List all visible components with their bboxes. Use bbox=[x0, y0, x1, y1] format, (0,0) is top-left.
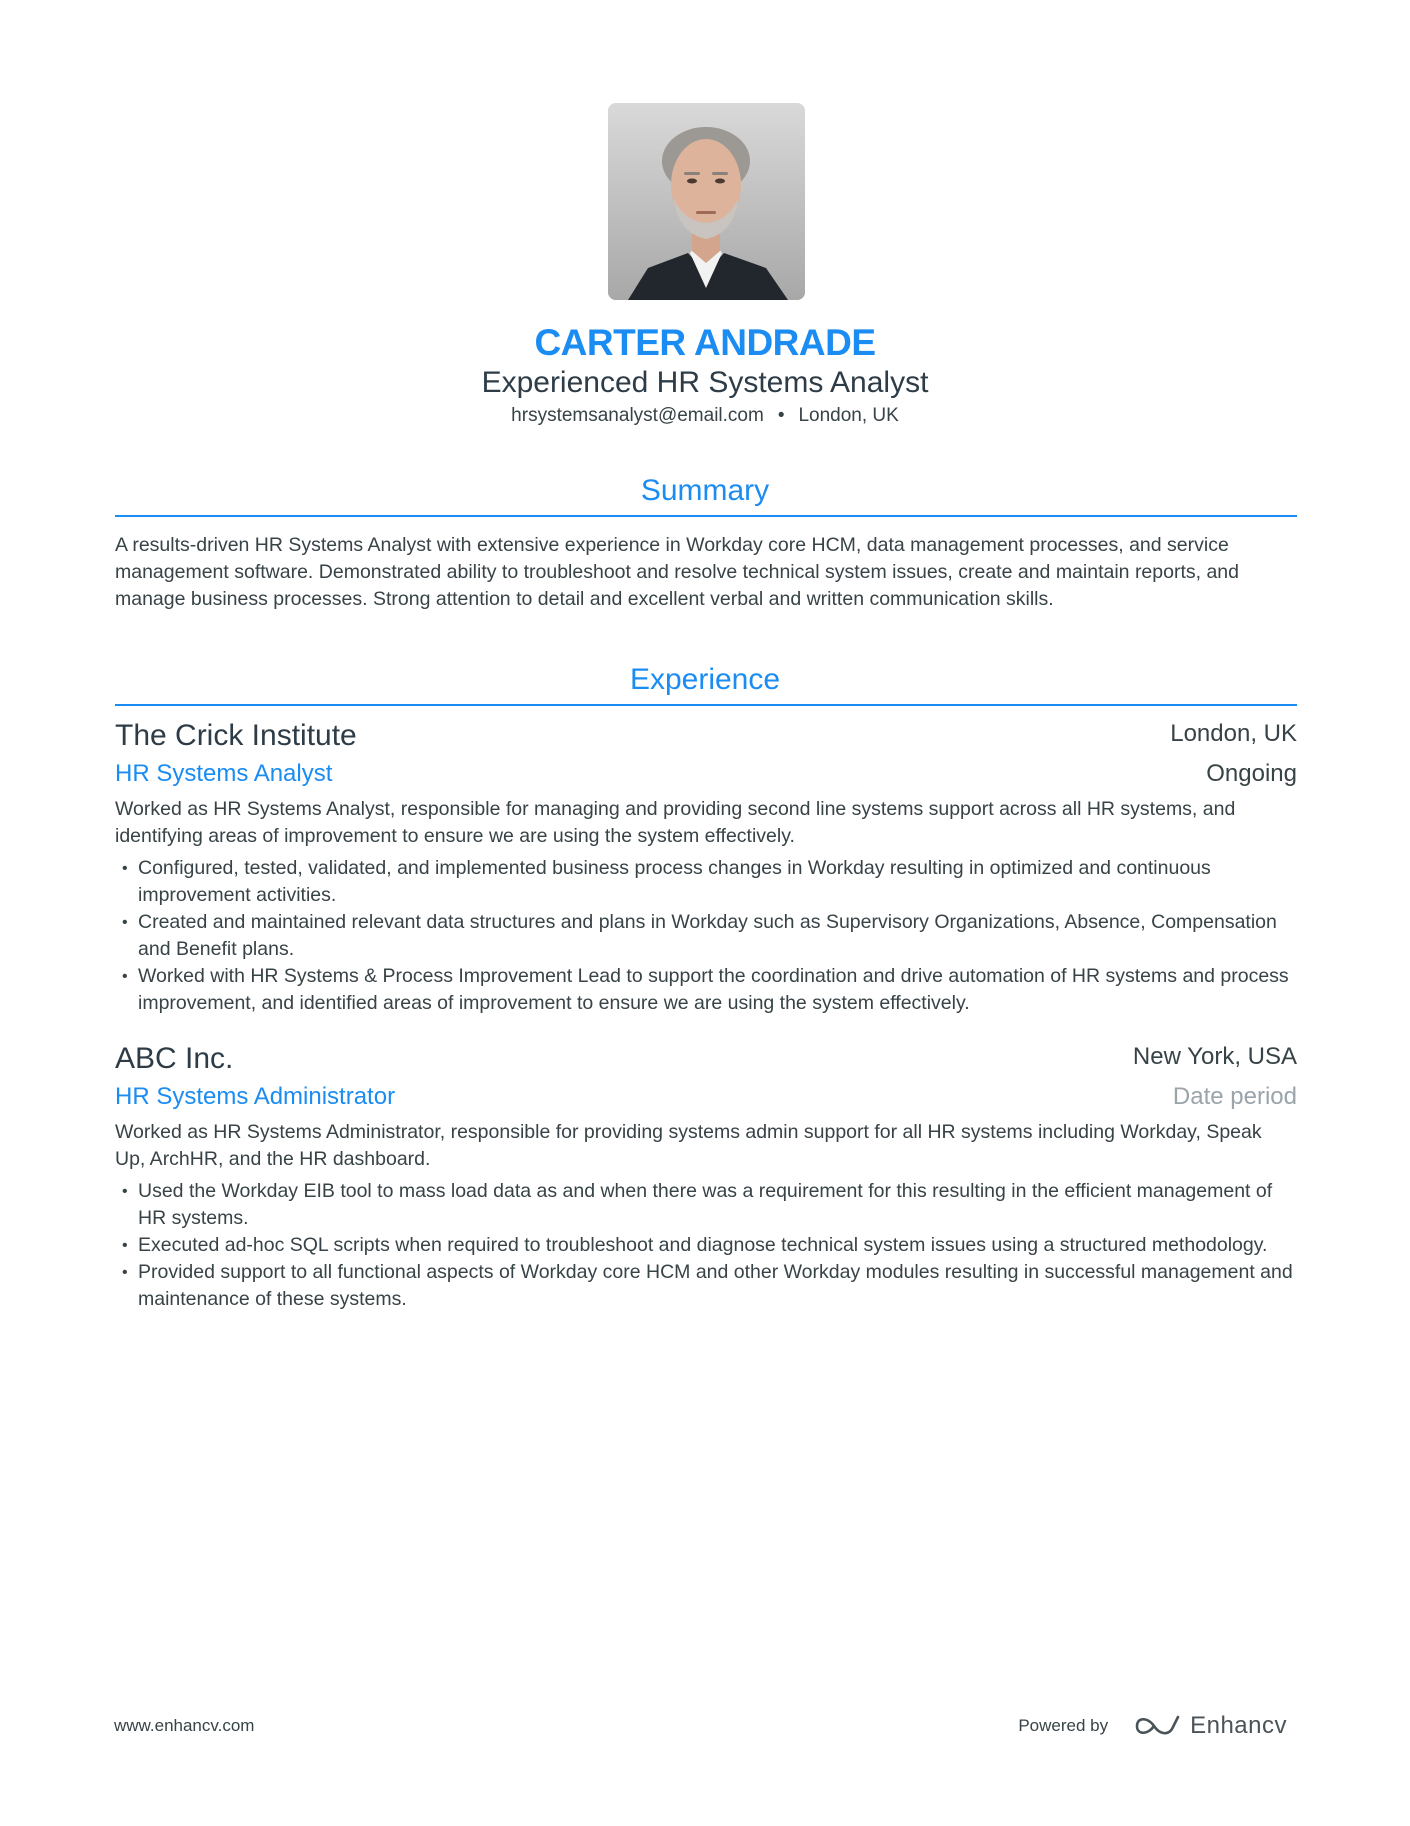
enhancv-logo-icon bbox=[1134, 1713, 1180, 1739]
bullet-icon: • bbox=[122, 1183, 128, 1200]
experience-heading: Experience bbox=[629, 663, 781, 696]
bullet-text: Created and maintained relevant data structures and plans in Workday such as Supervisory Organizations, Absence, Compensation and Benefit plans. bbox=[138, 911, 1277, 960]
bullet-text: Used the Workday EIB tool to mass load data as and when there was a requirement for this resulting in the efficient management of HR systems. bbox=[138, 1180, 1273, 1229]
summary-heading: Summary bbox=[640, 474, 770, 507]
job-role: HR Systems Analyst bbox=[115, 760, 333, 787]
email-text[interactable]: hrsystemsanalyst@email.com bbox=[511, 405, 764, 426]
job-description: Worked as HR Systems Analyst, responsible for managing and providing second line systems support across all HR systems, and identifying areas of improvement to ensure we are using the system effectively. bbox=[115, 798, 1236, 847]
job-location: New York, USA bbox=[1132, 1043, 1297, 1070]
experience-divider bbox=[115, 704, 1297, 706]
bullet-text: Worked with HR Systems & Process Improvement Lead to support the coordination and drive automation of HR systems and process improvement, and identified areas of improvement to ensure we are using the system effectively. bbox=[138, 965, 1289, 1014]
job-company: ABC Inc. bbox=[115, 1042, 234, 1075]
job-description: Worked as HR Systems Administrator, responsible for providing systems admin support for all HR systems including Workday, Speak Up, ArchHR, and the HR dashboard. bbox=[115, 1121, 1262, 1170]
bullet-icon: • bbox=[122, 1237, 128, 1254]
list-item bbox=[115, 855, 1297, 909]
list-item bbox=[115, 1178, 1297, 1232]
bullet-text: Provided support to all functional aspects of Workday core HCM and other Workday modules resulting in successful management and maintenance of these systems. bbox=[138, 1261, 1293, 1310]
bullet-icon: • bbox=[122, 1264, 128, 1281]
job-period: Ongoing bbox=[1206, 760, 1297, 787]
bullet-text: Configured, tested, validated, and implemented business process changes in Workday resulting in optimized and continuous improvement activities. bbox=[138, 857, 1211, 906]
contact-separator: • bbox=[777, 405, 785, 426]
footer-branding bbox=[1018, 1710, 1287, 1742]
job-company: The Crick Institute bbox=[115, 719, 357, 752]
list-item bbox=[115, 909, 1297, 963]
job-role: HR Systems Administrator bbox=[115, 1083, 396, 1110]
location-text: London, UK bbox=[798, 405, 899, 426]
candidate-name: CARTER ANDRADE bbox=[534, 322, 876, 363]
job-period: Date period bbox=[1172, 1083, 1297, 1110]
bullet-text: Executed ad-hoc SQL scripts when required to troubleshoot and diagnose technical system issues using a structured methodology. bbox=[138, 1234, 1268, 1256]
list-item bbox=[115, 963, 1297, 1017]
footer-website[interactable]: www.enhancv.com bbox=[114, 1716, 255, 1735]
summary-divider bbox=[115, 515, 1297, 517]
powered-by-text: Powered by bbox=[1018, 1716, 1109, 1735]
job-bullets bbox=[115, 855, 1297, 1017]
summary-text: A results-driven HR Systems Analyst with extensive experience in Workday core HCM, data management processes, and service management software. Demonstrated ability to troubleshoot and resolve technical system issues, create and maintain reports, and manage business processes. Strong attention to detail and excellent verbal and written communication skills. bbox=[115, 534, 1240, 610]
contact-line bbox=[0, 405, 1410, 427]
list-item bbox=[115, 1259, 1297, 1313]
job-location: London, UK bbox=[1170, 720, 1297, 747]
job-bullets bbox=[115, 1178, 1297, 1313]
bullet-icon: • bbox=[122, 968, 128, 985]
candidate-title: Experienced HR Systems Analyst bbox=[481, 366, 929, 399]
bullet-icon: • bbox=[122, 860, 128, 877]
list-item bbox=[115, 1232, 1297, 1259]
brand-name: Enhancv bbox=[1190, 1712, 1287, 1739]
bullet-icon: • bbox=[122, 914, 128, 931]
profile-photo bbox=[608, 103, 805, 300]
